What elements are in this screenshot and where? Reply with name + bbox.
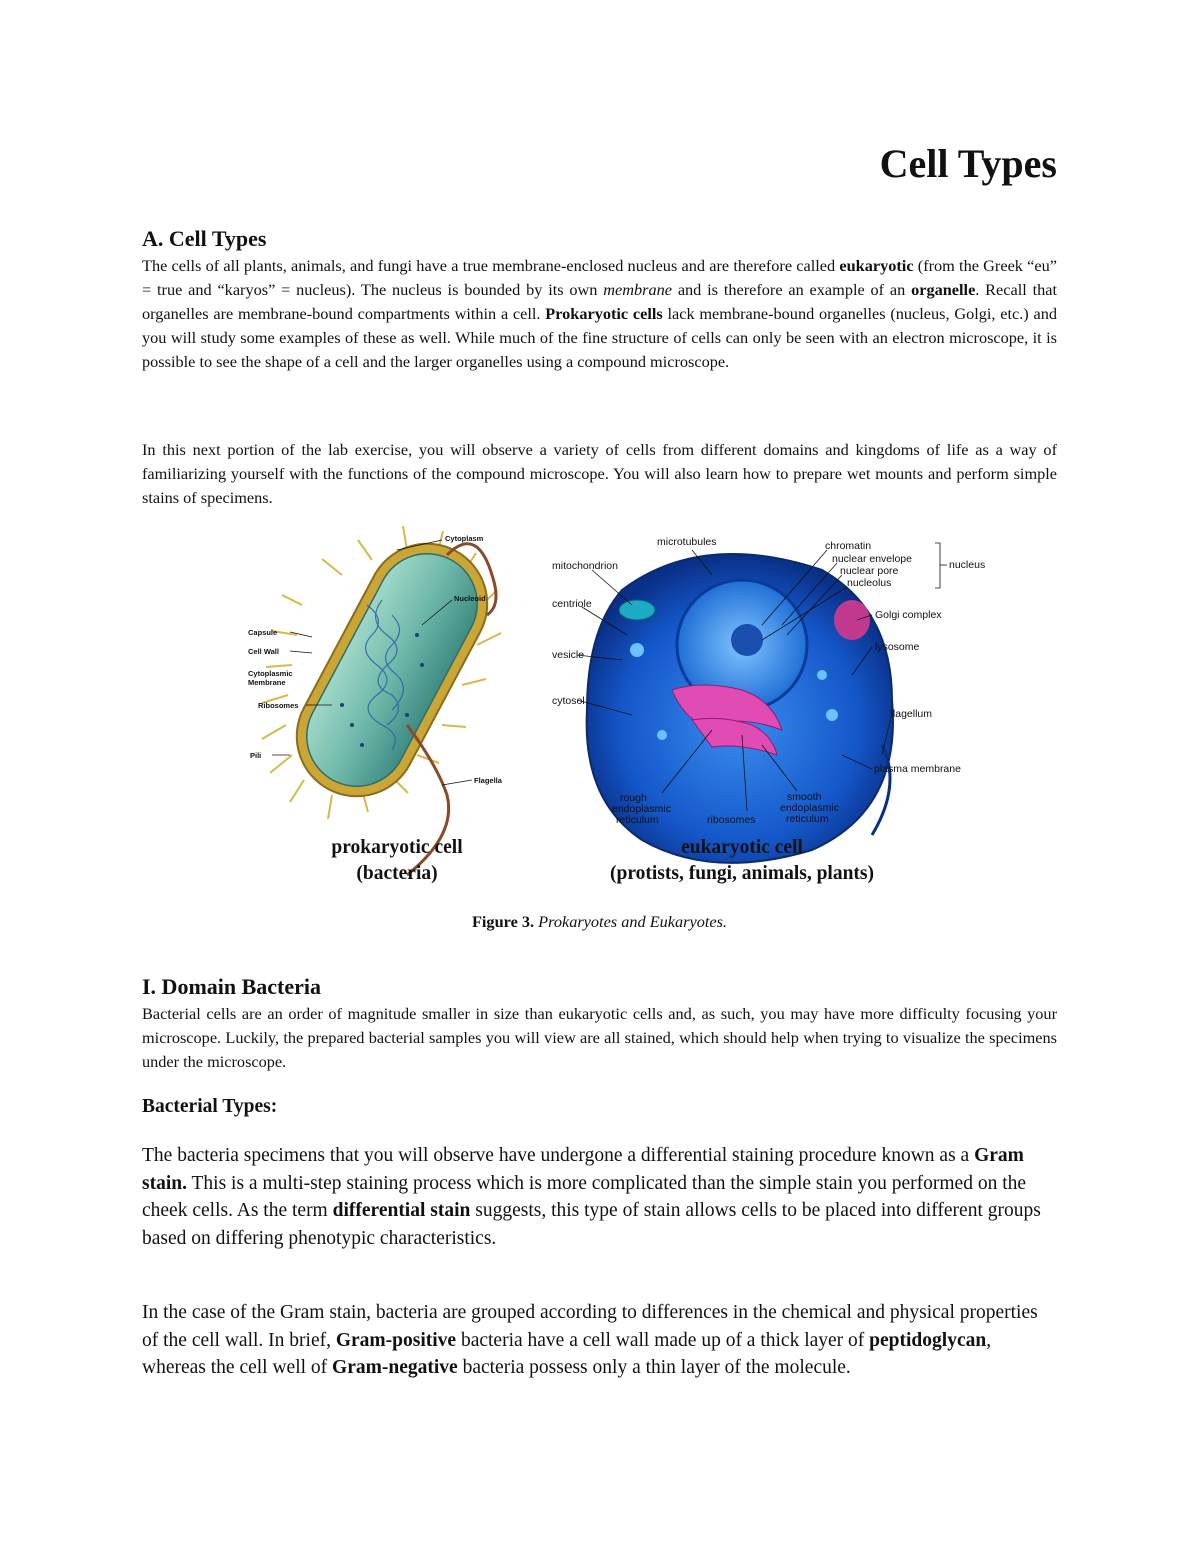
eukaryote-caption-line-1: eukaryotic cell: [681, 837, 803, 858]
label-plasma-membrane: plasma membrane: [874, 763, 961, 775]
section-heading-domain-bacteria: I. Domain Bacteria: [142, 974, 322, 999]
text-run: In the case of the Gram stain, bacteria are grouped according to differences in the chemical and physical properties of the cell wall. In brief,: [142, 1302, 1038, 1351]
eukaryote-caption: [542, 835, 942, 887]
label-golgi-complex: Golgi complex: [875, 609, 942, 621]
label-pili: Pili: [250, 751, 262, 760]
term-gram-positive: Gram-positive: [335, 1329, 457, 1351]
label-nucleoid: Nucleoid: [454, 594, 486, 603]
label-ribosomes: Ribosomes: [258, 701, 299, 710]
label-microtubules: microtubules: [657, 536, 717, 548]
paragraph-lab-exercise: In this next portion of the lab exercise, you will observe a variety of cells from different domains and kingdoms of life as a way of familiarizing yourself with the functions of the compound microscope. You will also learn how to prepare wet mounts and perform simple stains of specimens.: [142, 440, 1057, 507]
paragraph-gram-groups: [142, 1299, 1057, 1382]
term-peptidoglycan: peptidoglycan: [869, 1329, 987, 1351]
text-run: bacteria have a cell wall made up of a thick layer of: [456, 1329, 870, 1351]
figure-caption: [142, 912, 1057, 932]
prokaryote-caption-line-1: prokaryotic cell: [331, 837, 463, 858]
term-organelle: organelle: [911, 280, 976, 299]
label-smooth-er-2: endoplasmic: [780, 802, 839, 814]
label-flagella: Flagella: [474, 776, 502, 785]
section-heading-cell-types: A. Cell Types: [142, 226, 267, 251]
label-nucleus: nucleus: [949, 559, 986, 571]
label-flagellum: flagellum: [890, 708, 933, 720]
figure-prokaryotes-eukaryotes: [242, 515, 1002, 895]
prokaryote-illustration: [248, 523, 508, 875]
eukaryote-illustration: [552, 536, 985, 863]
label-cytoplasmic: Cytoplasmic: [248, 669, 293, 678]
label-ribosomes-euk: ribosomes: [707, 814, 756, 826]
label-smooth-er-3: reticulum: [786, 813, 829, 825]
text-run: . Recall that organelles are membrane-bound compartments within a cell.: [142, 280, 1057, 323]
label-nuclear-envelope: nuclear envelope: [832, 553, 912, 565]
text-run: bacteria possess only a thin layer of the molecule.: [457, 1357, 851, 1378]
label-cytosol: cytosol: [552, 695, 585, 707]
label-vesicle: vesicle: [552, 649, 585, 661]
label-nuclear-pore: nuclear pore: [840, 565, 899, 577]
label-chromatin: chromatin: [825, 540, 872, 552]
text-run: (from the Greek “eu” = true and “karyos” = nucleus). The nucleus is bounded by its own: [142, 256, 1057, 299]
label-cell-wall: Cell Wall: [248, 647, 279, 656]
text-run: lack membrane-bound organelles (nucleus, Golgi, etc.) and you will study some examples of these as well. While much of the fine structure of cells can only be seen with an electron microscope, it is possible to see the shape of a cell and the larger organelles using a compound microscope.: [142, 304, 1057, 371]
label-centriole: centriole: [552, 598, 592, 610]
subheading-bacterial-types: Bacterial Types:: [142, 1096, 278, 1117]
label-rough-er-3: reticulum: [616, 814, 659, 826]
label-nucleolus: nucleolus: [847, 577, 892, 589]
text-run: , whereas the cell well of: [142, 1329, 992, 1378]
text-run: suggests, this type of stain allows cells to be placed into different groups based on differing phenotypic characteristics.: [142, 1200, 1041, 1249]
figure-caption-text: Prokaryotes and Eukaryotes.: [538, 912, 728, 931]
term-prokaryotic-cells: Prokaryotic cells: [545, 304, 663, 323]
term-differential-stain: differential stain: [332, 1200, 471, 1221]
label-membrane: Membrane: [248, 678, 286, 687]
text-run: and is therefore an example of an: [672, 280, 912, 299]
term-gram-stain: Gram stain.: [142, 1145, 1024, 1194]
label-mitochondrion: mitochondrion: [552, 560, 618, 572]
label-capsule: Capsule: [248, 628, 278, 637]
paragraph-cell-types-intro: [142, 254, 1057, 374]
eukaryote-caption-line-2: (protists, fungi, animals, plants): [609, 863, 875, 884]
paragraph-bacteria-intro: Bacterial cells are an order of magnitude smaller in size than eukaryotic cells and, as such, you may have more difficulty focusing your microscope. Luckily, the prepared bacterial samples you will view are all stained, which should help when trying to visualize the specimens under the microscope.: [142, 1004, 1057, 1071]
prokaryote-caption: [297, 835, 497, 887]
label-smooth-er-1: smooth: [787, 791, 822, 803]
prokaryote-caption-line-2: (bacteria): [356, 863, 438, 884]
term-eukaryotic: eukaryotic: [839, 256, 914, 275]
text-run: The bacteria specimens that you will observe have undergone a differential staining procedure known as a: [142, 1145, 975, 1166]
label-cytoplasm: Cytoplasm: [445, 534, 484, 543]
label-rough-er-2: endoplasmic: [612, 803, 671, 815]
label-rough-er-1: rough: [620, 792, 647, 804]
figure-caption-label: Figure 3.: [471, 912, 535, 931]
term-gram-negative: Gram-negative: [332, 1357, 458, 1378]
label-lysosome: lysosome: [875, 641, 920, 653]
term-membrane: membrane: [603, 280, 672, 299]
paragraph-gram-stain: [142, 1142, 1057, 1252]
page-title: Cell Types: [879, 141, 1057, 186]
text-run: The cells of all plants, animals, and fungi have a true membrane-enclosed nucleus and are therefore called: [142, 256, 840, 275]
text-run: This is a multi-step staining process which is more complicated than the simple stain you performed on the cheek cells. As the term: [142, 1172, 1027, 1221]
